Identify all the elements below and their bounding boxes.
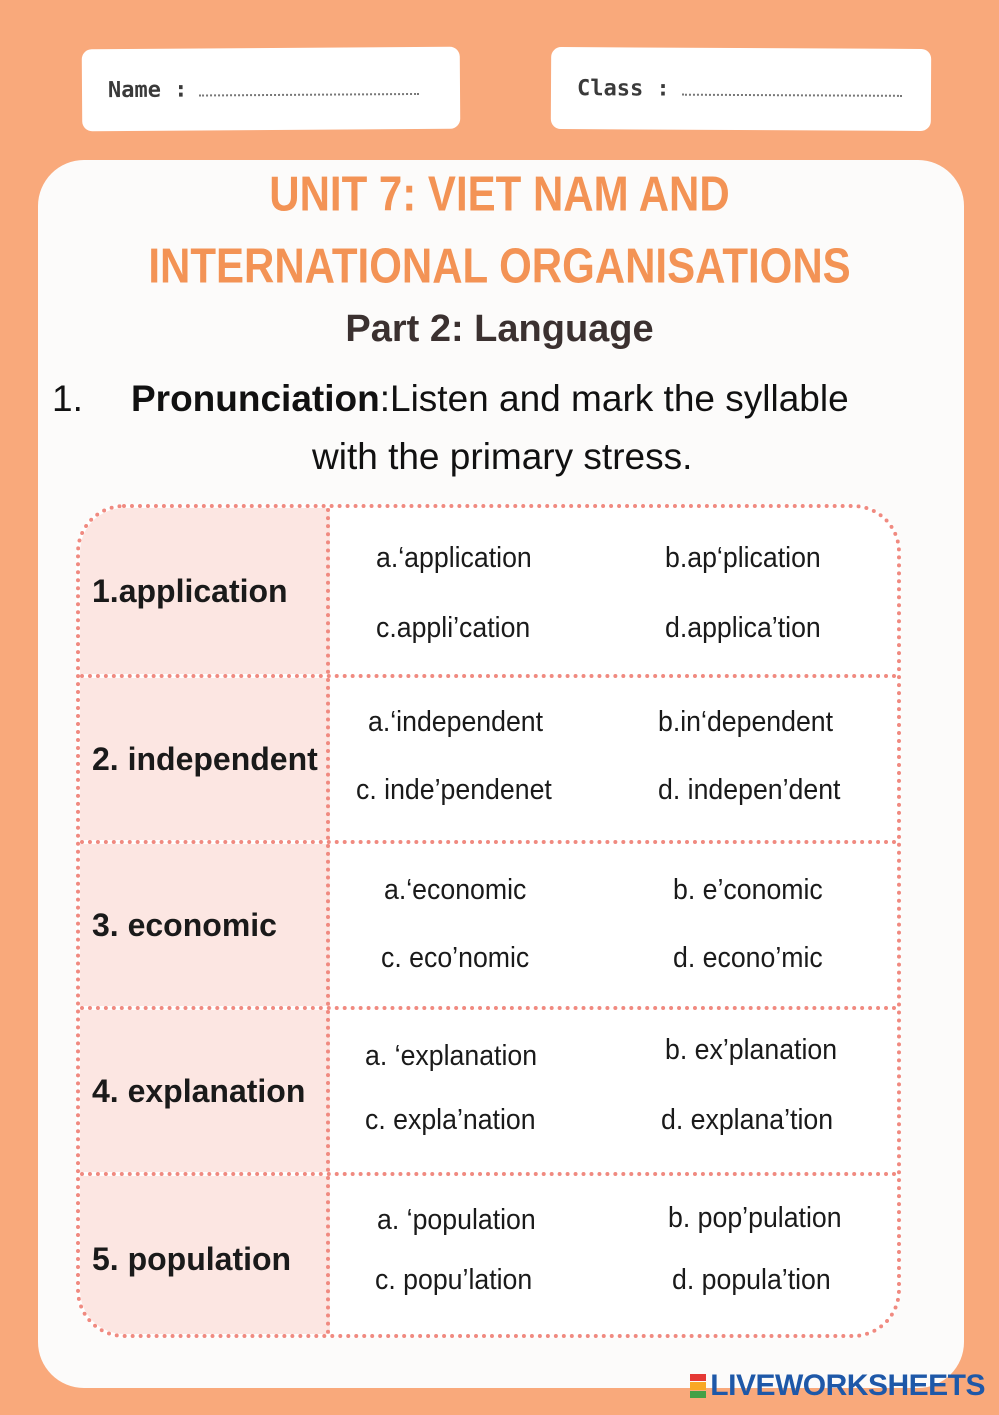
option-c[interactable]: c. inde’pendenet (356, 774, 552, 806)
name-blank-line[interactable] (200, 93, 420, 97)
instruction-text1: :Listen and mark the syllable (379, 378, 849, 419)
option-d[interactable]: d. popula’tion (672, 1264, 831, 1296)
question-word: 2. independent (80, 678, 330, 840)
class-label: Class : (576, 75, 670, 102)
instruction-line1 (131, 378, 849, 420)
option-d[interactable]: d. econo’mic (673, 942, 823, 974)
instruction-line2: with the primary stress. (312, 436, 693, 477)
option-a[interactable]: a. ‘explanation (365, 1040, 538, 1072)
option-a[interactable]: a.‘application (376, 542, 532, 574)
option-d[interactable]: d. explana’tion (661, 1104, 834, 1136)
option-b[interactable]: b. ex’planation (665, 1034, 838, 1066)
question-row (80, 1172, 897, 1338)
name-field-box[interactable] (82, 47, 461, 132)
option-c[interactable]: c. eco’nomic (381, 942, 530, 974)
instruction-number: 1. (52, 378, 83, 419)
footer-brand[interactable] (690, 1369, 985, 1403)
question-row (80, 1006, 897, 1172)
option-a[interactable]: a.‘independent (368, 706, 544, 738)
option-c[interactable]: c.appli’cation (376, 612, 531, 644)
option-c[interactable]: c. expla’nation (365, 1104, 536, 1136)
question-word: 3. economic (80, 844, 330, 1006)
name-label: Name : (107, 77, 188, 103)
option-d[interactable]: d.applica’tion (665, 612, 821, 644)
option-d[interactable]: d. indepen’dent (658, 774, 841, 806)
question-word: 4. explanation (80, 1010, 330, 1172)
unit-title-line2: INTERNATIONAL ORGANISATIONS (148, 237, 851, 294)
question-table (76, 504, 901, 1338)
option-b[interactable]: b. pop’pulation (668, 1202, 842, 1234)
option-a[interactable]: a. ‘population (377, 1204, 536, 1236)
instruction-bold: Pronunciation (131, 378, 380, 419)
question-word: 1.application (80, 508, 330, 674)
question-row (80, 508, 897, 674)
option-b[interactable]: b.ap‘plication (665, 542, 821, 574)
option-a[interactable]: a.‘economic (384, 874, 527, 906)
option-c[interactable]: c. popu’lation (375, 1264, 533, 1296)
question-word: 5. population (80, 1176, 330, 1338)
brand-name: LIVEWORKSHEETS (710, 1369, 985, 1402)
liveworksheets-logo-icon (690, 1374, 706, 1398)
question-row (80, 840, 897, 1006)
option-b[interactable]: b. e’conomic (673, 874, 823, 906)
part-heading: Part 2: Language (345, 308, 654, 350)
question-row (80, 674, 897, 840)
unit-title-line1: UNIT 7: VIET NAM AND (269, 165, 730, 222)
class-blank-line[interactable] (682, 94, 902, 97)
option-b[interactable]: b.in‘dependent (658, 706, 834, 738)
class-field-box[interactable] (551, 47, 931, 131)
